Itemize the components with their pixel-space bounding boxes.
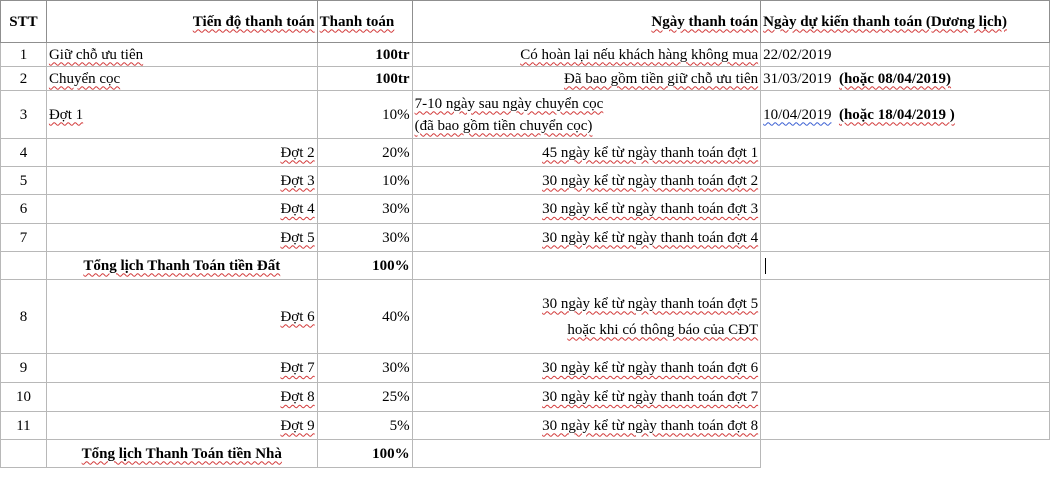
- cell-stt[interactable]: [1, 252, 47, 280]
- header-pay-date[interactable]: Ngày thanh toán: [412, 1, 761, 43]
- cell-progress[interactable]: Đợt 3: [46, 167, 317, 195]
- cell-stt[interactable]: 11: [1, 412, 47, 440]
- cell-progress[interactable]: Chuyển cọc: [46, 67, 317, 91]
- cell-progress[interactable]: Đợt 5: [46, 224, 317, 252]
- cell-progress[interactable]: Tổng lịch Thanh Toán tiền Đất: [46, 252, 317, 280]
- table-row: [1, 167, 1050, 195]
- cell-progress[interactable]: Đợt 8: [46, 383, 317, 412]
- cell-expected[interactable]: 31/03/2019 (hoặc 08/04/2019): [761, 67, 1050, 91]
- cell-stt[interactable]: 10: [1, 383, 47, 412]
- cell-expected[interactable]: [761, 383, 1050, 412]
- table-row: [1, 354, 1050, 383]
- cell-expected[interactable]: [761, 412, 1050, 440]
- cell-pay-date[interactable]: 30 ngày kể từ ngày thanh toán đợt 3: [412, 195, 761, 224]
- cell-pay-date[interactable]: 30 ngày kể từ ngày thanh toán đợt 5 hoặc khi có thông báo của CĐT: [412, 280, 761, 354]
- cell-expected[interactable]: [761, 354, 1050, 383]
- cell-stt[interactable]: 3: [1, 91, 47, 139]
- cell-payment[interactable]: 10%: [317, 167, 412, 195]
- cell-stt[interactable]: 1: [1, 43, 47, 67]
- table-row: [1, 224, 1050, 252]
- cell-payment[interactable]: 5%: [317, 412, 412, 440]
- cell-stt[interactable]: 8: [1, 280, 47, 354]
- table-row: [1, 383, 1050, 412]
- table-row: [1, 91, 1050, 139]
- table-row: [1, 280, 1050, 354]
- cell-progress[interactable]: Đợt 6: [46, 280, 317, 354]
- cell-stt[interactable]: 2: [1, 67, 47, 91]
- table-row: [1, 412, 1050, 440]
- header-row: [1, 1, 1050, 43]
- cell-progress[interactable]: Đợt 9: [46, 412, 317, 440]
- cell-pay-date[interactable]: 30 ngày kể từ ngày thanh toán đợt 2: [412, 167, 761, 195]
- cell-expected[interactable]: [761, 139, 1050, 167]
- cell-payment[interactable]: 100%: [317, 252, 412, 280]
- cell-pay-date[interactable]: 7-10 ngày sau ngày chuyển cọc (đã bao gồm tiền chuyển cọc): [412, 91, 761, 139]
- cell-expected[interactable]: [761, 252, 1050, 280]
- cell-pay-date[interactable]: Có hoàn lại nếu khách hàng không mua: [412, 43, 761, 67]
- text-cursor: [765, 258, 766, 274]
- cell-payment[interactable]: 20%: [317, 139, 412, 167]
- cell-pay-date[interactable]: 30 ngày kể từ ngày thanh toán đợt 4: [412, 224, 761, 252]
- cell-progress[interactable]: Tổng lịch Thanh Toán tiền Nhà: [46, 440, 317, 468]
- header-expected-date[interactable]: Ngày dự kiến thanh toán (Dương lịch): [761, 1, 1050, 43]
- table-row: [1, 139, 1050, 167]
- cell-stt[interactable]: 5: [1, 167, 47, 195]
- cell-payment[interactable]: 100tr: [317, 43, 412, 67]
- cell-expected[interactable]: [761, 280, 1050, 354]
- cell-expected[interactable]: 10/04/2019 (hoặc 18/04/2019 ): [761, 91, 1050, 139]
- cell-expected[interactable]: 22/02/2019: [761, 43, 1050, 67]
- subtotal-row-house: [1, 440, 1050, 468]
- cell-stt[interactable]: 4: [1, 139, 47, 167]
- cell-progress[interactable]: Đợt 4: [46, 195, 317, 224]
- cell-pay-date[interactable]: Đã bao gồm tiền giữ chỗ ưu tiên: [412, 67, 761, 91]
- cell-expected[interactable]: [761, 167, 1050, 195]
- cell-pay-date[interactable]: 30 ngày kể từ ngày thanh toán đợt 8: [412, 412, 761, 440]
- table-row: [1, 195, 1050, 224]
- cell-pay-date[interactable]: 45 ngày kể từ ngày thanh toán đợt 1: [412, 139, 761, 167]
- cell-progress[interactable]: Đợt 2: [46, 139, 317, 167]
- cell-stt[interactable]: 7: [1, 224, 47, 252]
- header-stt[interactable]: STT: [1, 1, 47, 43]
- cell-pay-date[interactable]: [412, 252, 761, 280]
- table-row: [1, 43, 1050, 67]
- table-row: [1, 67, 1050, 91]
- cell-progress[interactable]: Đợt 1: [46, 91, 317, 139]
- header-progress[interactable]: Tiến độ thanh toán: [46, 1, 317, 43]
- cell-expected[interactable]: [761, 224, 1050, 252]
- cell-payment[interactable]: 100%: [317, 440, 412, 468]
- cell-progress[interactable]: Giữ chỗ ưu tiên: [46, 43, 317, 67]
- cell-payment[interactable]: 25%: [317, 383, 412, 412]
- cell-stt[interactable]: 9: [1, 354, 47, 383]
- cell-pay-date[interactable]: 30 ngày kể từ ngày thanh toán đợt 6: [412, 354, 761, 383]
- cell-progress[interactable]: Đợt 7: [46, 354, 317, 383]
- header-payment[interactable]: Thanh toán: [317, 1, 412, 43]
- cell-expected[interactable]: [761, 440, 1050, 468]
- cell-payment[interactable]: 30%: [317, 195, 412, 224]
- cell-payment[interactable]: 10%: [317, 91, 412, 139]
- cell-payment[interactable]: 40%: [317, 280, 412, 354]
- cell-payment[interactable]: 30%: [317, 224, 412, 252]
- cell-stt[interactable]: [1, 440, 47, 468]
- cell-payment[interactable]: 100tr: [317, 67, 412, 91]
- cell-stt[interactable]: 6: [1, 195, 47, 224]
- subtotal-row-land: [1, 252, 1050, 280]
- cell-payment[interactable]: 30%: [317, 354, 412, 383]
- cell-pay-date[interactable]: [412, 440, 761, 468]
- cell-expected[interactable]: [761, 195, 1050, 224]
- cell-pay-date[interactable]: 30 ngày kể từ ngày thanh toán đợt 7: [412, 383, 761, 412]
